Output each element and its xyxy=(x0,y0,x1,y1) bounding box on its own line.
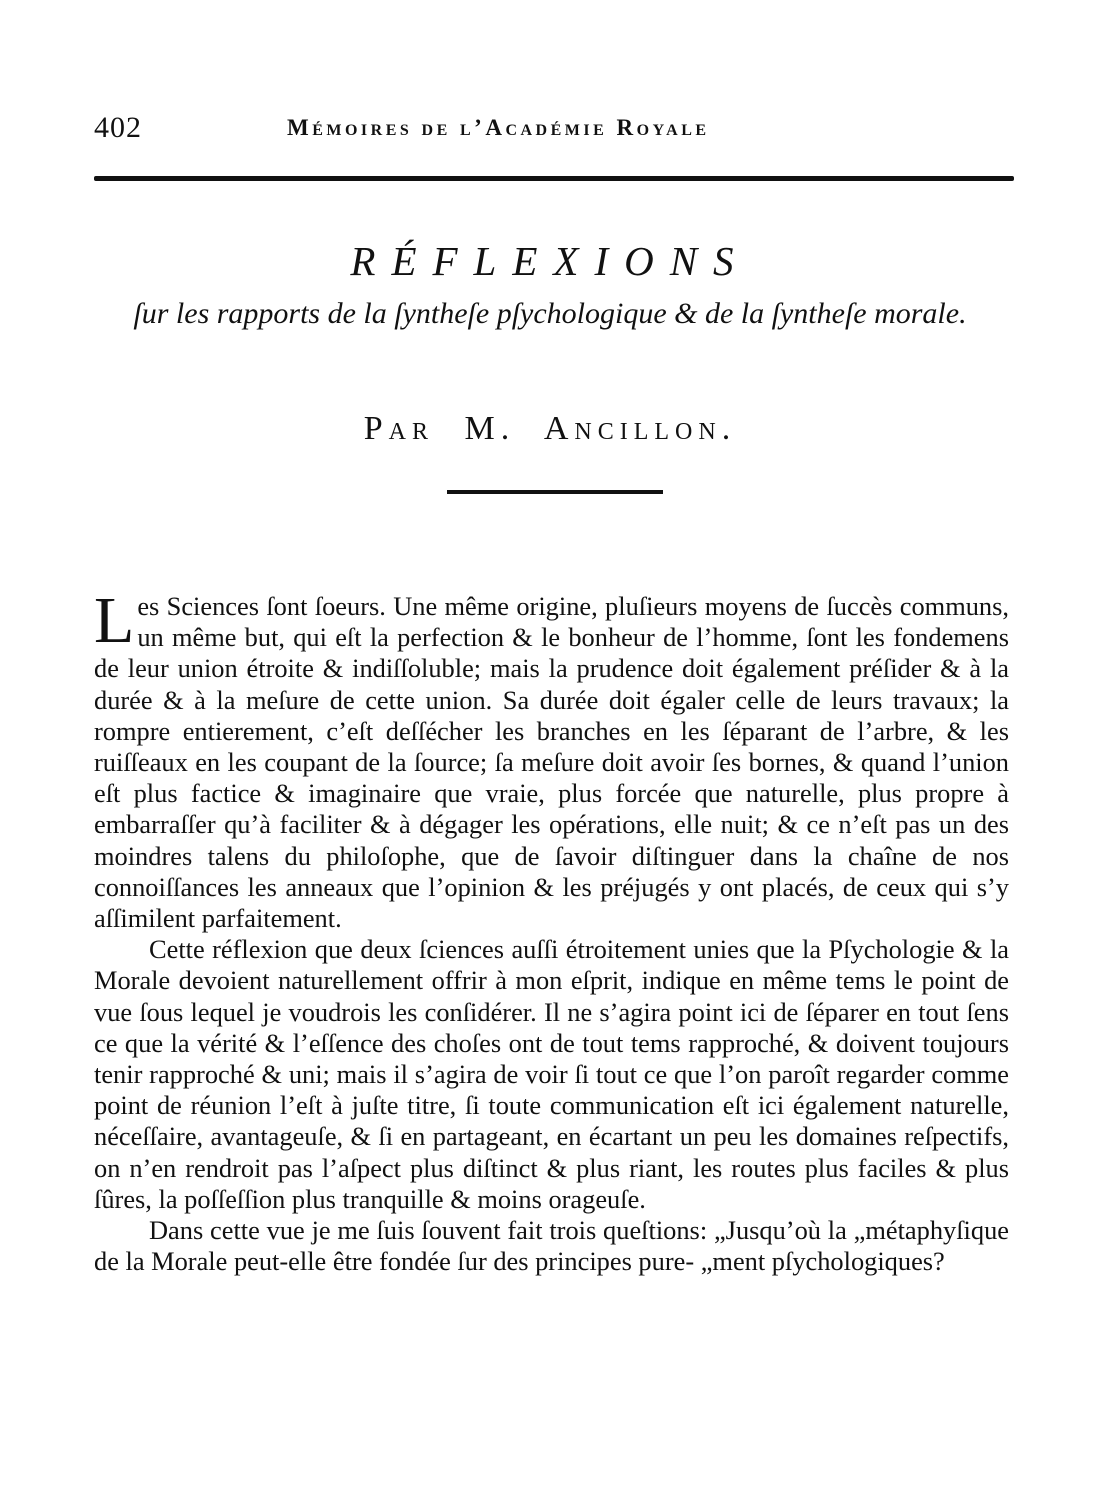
paragraph: Cette réflexion que deux ſciences auſſi étroitement unies que la Pſychologie & la Morale devoient naturellement offrir à mon eſprit, indique en même tems le point de vue ſous lequel je voudrois les conſidérer. Il ne s’agira point ici de ſéparer en tout ſens ce que la vérité & l’eſſence des choſes ont de tout tems rapproché, & doivent toujours tenir rapproché & uni; mais il s’agira de voir ſi tout ce que l’on paroît regarder comme point de réunion l’eſt à juſte titre, ſi toute communication eſt ici également naturelle, néceſſaire, avantageuſe, & ſi en partageant, en écartant un peu les domaines reſpectifs, on n’en rendroit pas l’aſpect plus diſtinct & plus riant, les routes plus faciles & plus ſûres, la poſſeſſion plus tranquille & moins orageuſe. xyxy=(94,934,1009,1214)
running-head xyxy=(94,111,934,151)
drop-cap: L xyxy=(94,584,135,657)
article-title: RÉFLEXIONS xyxy=(350,238,750,284)
header-rule xyxy=(94,176,1014,181)
paragraph-text: es Sciences ſont ſoeurs. Une même origine, pluſieurs moyens de ſuccès communs, un même but, qui eſt la perfection & le bonheur de l’homme, ſont les fondemens de leur union étroite & indiſſoluble; mais la prudence doit également préſider & à la durée & à la meſure de cette union. Sa durée doit égaler celle de leurs travaux; la rompre entierement, c’eſt deſſécher les branches en les ſéparant de l’arbre, & les ruiſſeaux en les coupant de la ſource; ſa meſure doit avoir ſes bornes, & quand l’union eſt plus factice & imaginaire que vraie, plus forcée que naturelle, plus propre à embarraſſer qu’à faciliter & à dégager les opérations, elle nuit; & ce n’eſt pas un des moindres talens du philoſophe, que de ſavoir diſtinguer dans la chaîne de nos connoiſſances les anneaux que l’opinion & les préjugés y ont placés, de ceux qui s’y aſſimilent parfaitement. xyxy=(94,591,1009,934)
section-rule xyxy=(447,490,663,494)
running-head-title: Mémoires de l’Académie Royale xyxy=(287,115,710,140)
article-subtitle: ſur les rapports de la ſyntheſe pſychologique & de la ſyntheſe morale. xyxy=(133,297,967,330)
paragraph xyxy=(94,584,1009,934)
page-number: 402 xyxy=(94,111,142,144)
author-byline: Par M. Ancillon. xyxy=(363,410,737,447)
paragraph: Dans cette vue je me ſuis ſouvent fait trois queſtions: „Jusqu’où la „métaphyſique de la Morale peut-elle être fondée ſur des principes pure- „ment pſychologiques? xyxy=(94,1215,1009,1277)
body-text xyxy=(94,584,1009,1277)
